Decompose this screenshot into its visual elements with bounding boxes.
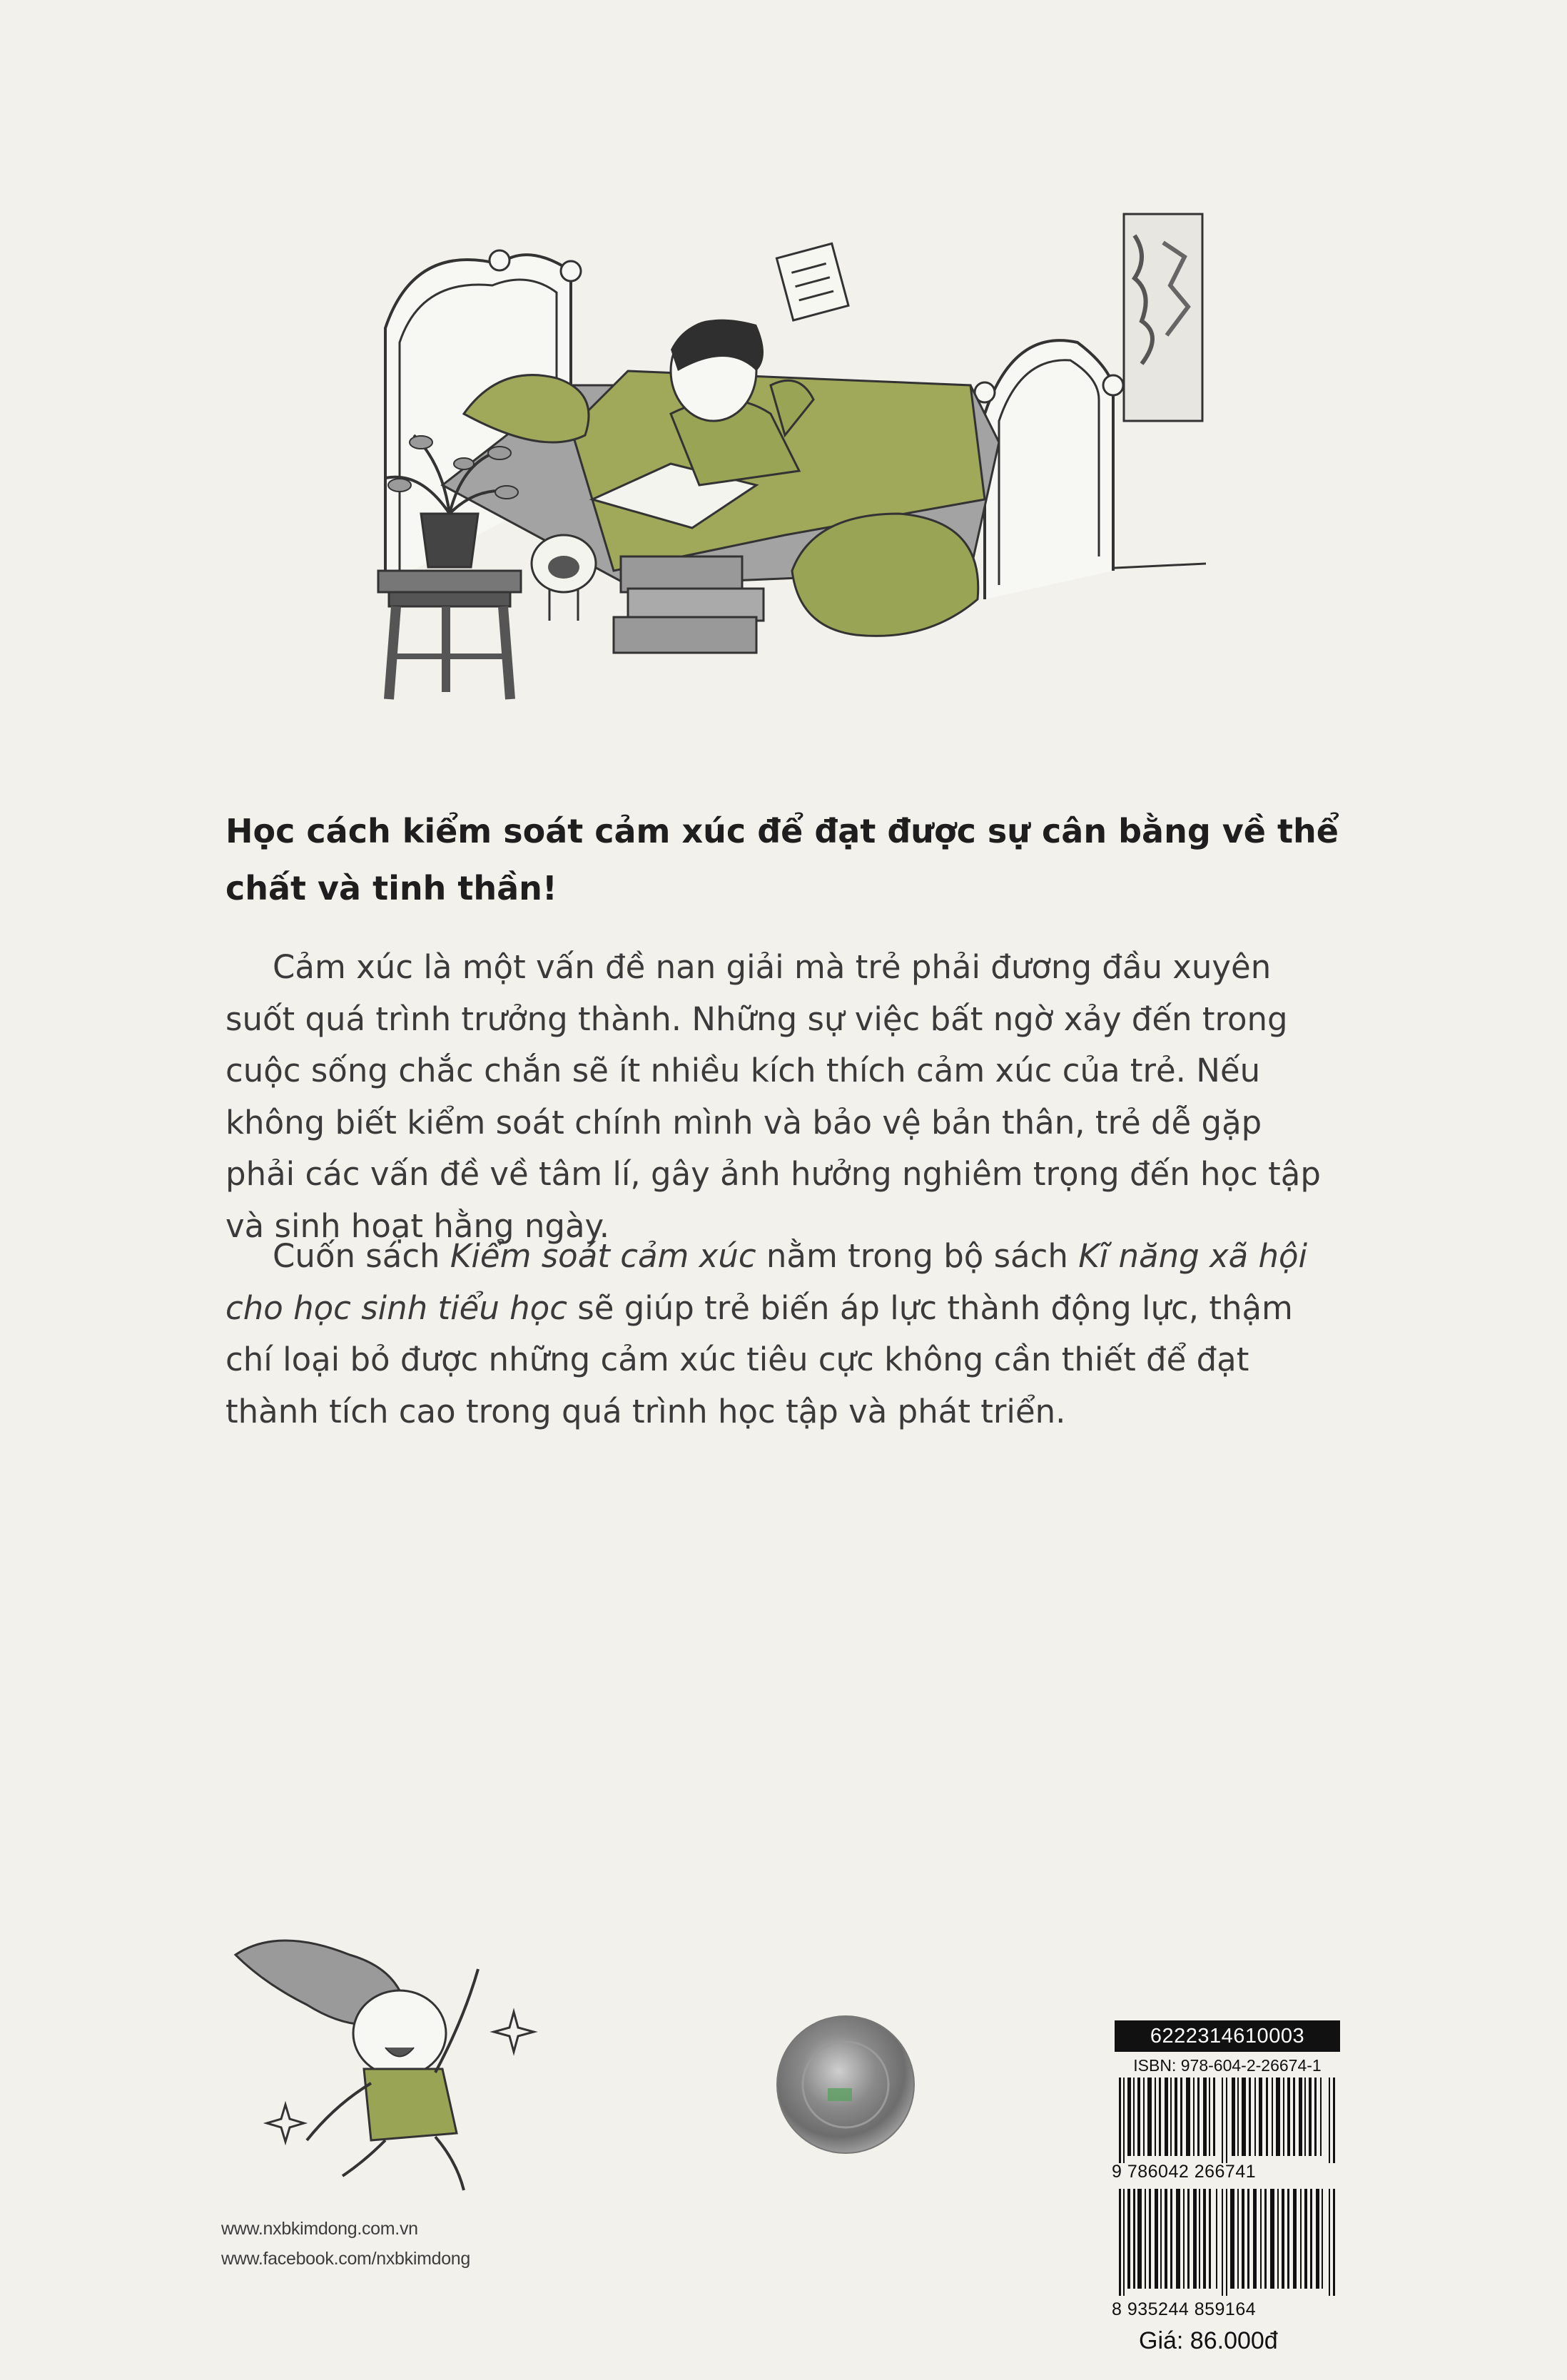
isbn-barcode — [1115, 2078, 1340, 2163]
internal-code: 6222314610003 — [1115, 2020, 1340, 2052]
para2-part2: nằm trong bộ sách — [756, 1237, 1079, 1275]
book-title: Kiểm soát cảm xúc — [450, 1237, 756, 1275]
price-label: Giá: 86.000đ — [1139, 2327, 1278, 2354]
ean-barcode — [1115, 2189, 1340, 2296]
publisher-facebook[interactable]: www.facebook.com/nxbkimdong — [221, 2249, 471, 2269]
para2-part1: Cuốn sách — [273, 1237, 450, 1275]
isbn-barcode-digits: 9 786042 266741 — [1112, 2162, 1257, 2182]
description-paragraph-1: Cảm xúc là một vấn đề nan giải mà trẻ phải đương đầu xuyên suốt quá trình trưởng thành. Những sự việc bất ngờ xảy đến trong cuộc sống chắc chắn sẽ ít nhiều kích thích cảm xúc của trẻ. Nếu không biết kiểm soát chính mình và bảo vệ bản thân, trẻ dễ gặp phải các vấn đề về tâm lí, gây ảnh hưởng nghiêm trọng đến học tập và sinh hoạt hằng ngày. — [225, 948, 1321, 1245]
isbn-text: ISBN: 978-604-2-26674-1 — [1133, 2056, 1322, 2075]
ean-barcode-digits: 8 935244 859164 — [1112, 2299, 1257, 2319]
publisher-website[interactable]: www.nxbkimdong.com.vn — [221, 2219, 418, 2239]
description-paragraph-2 — [225, 1231, 1339, 1438]
hologram-sticker — [774, 2013, 917, 2156]
headline: Học cách kiểm soát cảm xúc để đạt được sự cân bằng về thể chất và tinh thần! — [225, 812, 1339, 907]
para2-part3: sẽ giúp trẻ biến áp lực thành động lực, thậm chí loại bỏ được những cảm xúc tiêu cực không cần thiết để đạt thành tích cao trong quá trình học tập và phát triển. — [225, 1288, 1293, 1430]
boy-reading-illustration — [357, 200, 1206, 713]
girl-jumping-illustration — [221, 1926, 542, 2197]
series-title: Kĩ năng xã hội cho học sinh tiểu học — [225, 1237, 1308, 1327]
